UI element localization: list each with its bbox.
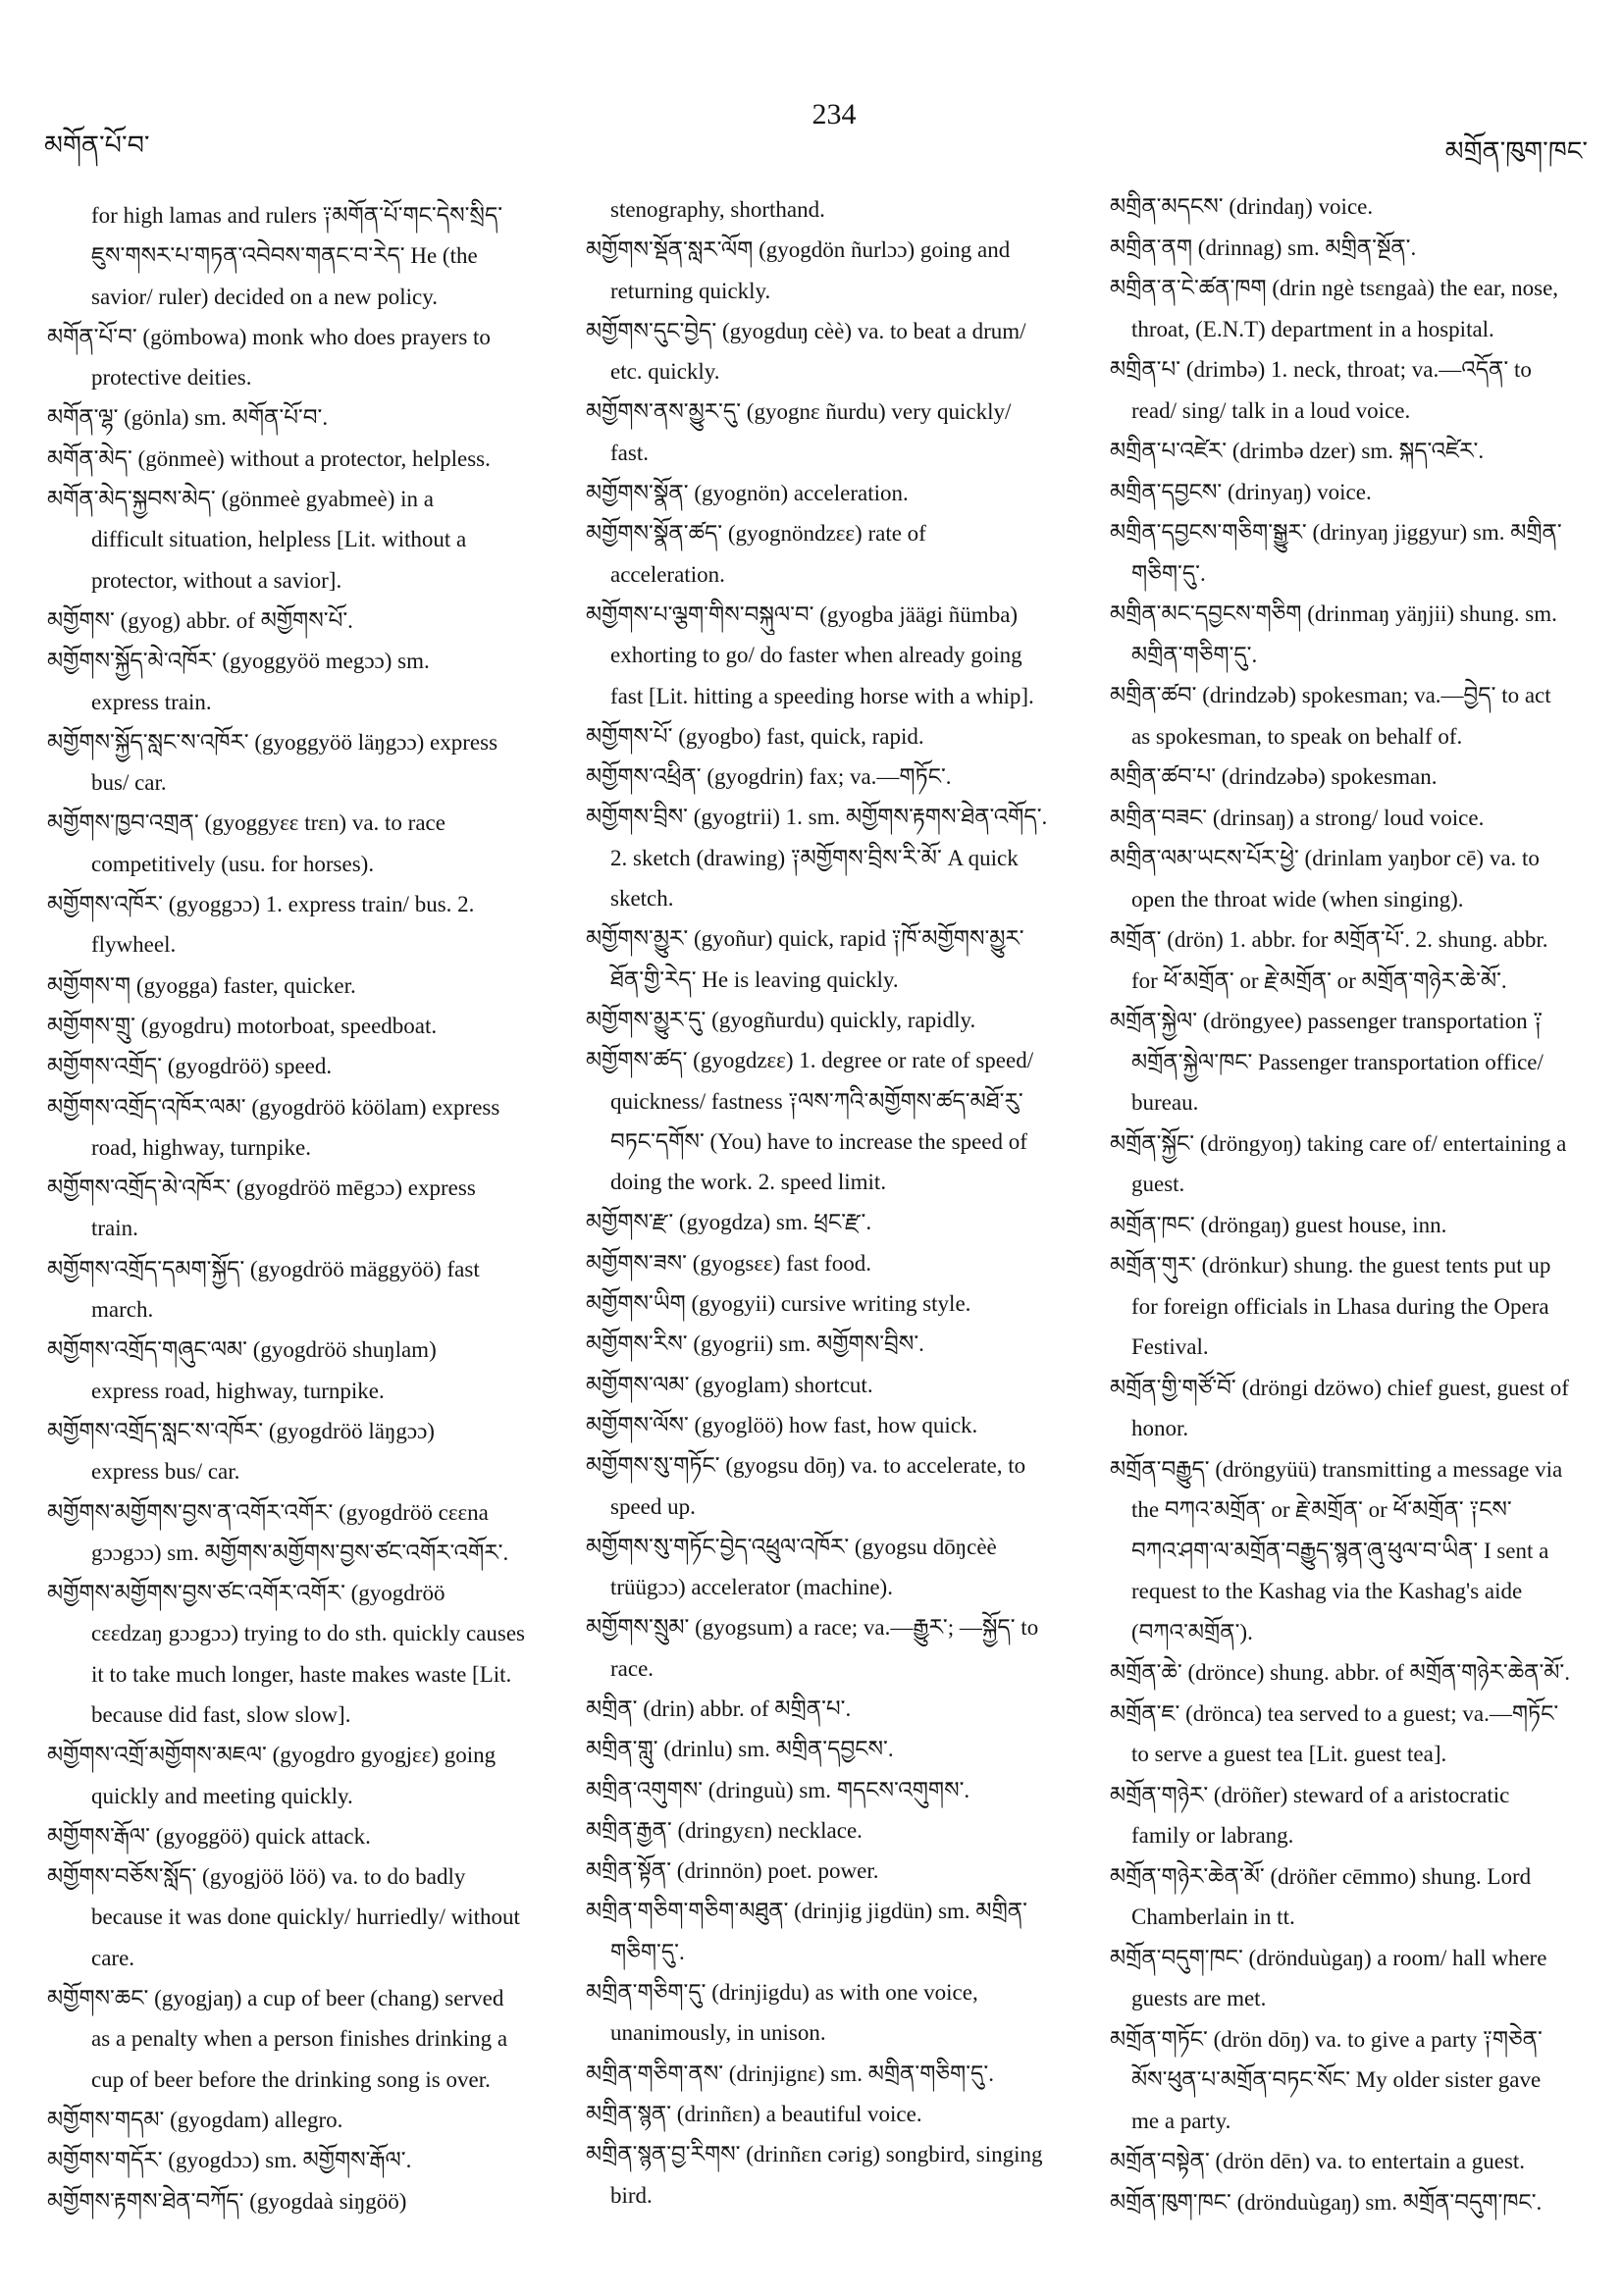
entry-headword-line: མགྱོགས་ག (gyogga) faster, quicker. [47, 972, 356, 998]
entry-headword-line: མགྲོན་གཉེར་ (dröñer) steward of a aristocratic [1110, 1782, 1510, 1807]
entry-continuation-line: Chamberlain in tt. [1131, 1905, 1295, 1929]
entry-headword-line: མགྱོགས་ལོས་ (gyoglöö) how fast, how quick. [586, 1412, 978, 1437]
entry-headword-line: མགྱོགས་པ་ལྕག་གིས་བསྐུལ་བ་ (gyogba jäägi ñümba) [586, 601, 1019, 627]
first-headword-guide: མགོན་པོ་བ་ [44, 130, 150, 160]
dictionary-entry [47, 1087, 568, 1169]
entry-headword-line: མགྱོགས་ནས་མྱུར་དུ་ (gyognε ñurdu) very quickly/ [586, 399, 1012, 425]
entry-continuation-line: protector, without a savior]. [91, 567, 342, 593]
dictionary-entry [47, 1978, 568, 2100]
entry-headword-line: མགྱོགས་ཟས་ (gyogsεε) fast food. [586, 1250, 871, 1276]
dictionary-entry [586, 595, 1069, 716]
dictionary-entry [586, 1607, 1069, 1689]
carried-over-line: stenography, shorthand. [610, 197, 825, 222]
entry-continuation-line: guest. [1131, 1172, 1185, 1196]
dictionary-entry [1110, 1368, 1597, 1449]
dictionary-entry [47, 965, 568, 1006]
entry-headword-line: མགྱོགས་ཁྱབ་འགྲན་ (gyoggyεε trεn) va. to race [47, 810, 445, 836]
entry-headword-line: མགྱོགས་རྫ་ (gyogdza) sm. ཕྲང་རྫ་. [586, 1210, 872, 1235]
entry-headword-line: མགྱོགས་འགྲོད་ (gyogdröö) speed. [47, 1054, 333, 1079]
entry-headword-line: མགྲིན་དབྱངས་ (drinyaŋ) voice. [1110, 479, 1372, 504]
entry-headword-line: མགྱོགས་ཚད་ (gyogdzεε) 1. degree or rate of speed/ [586, 1048, 1034, 1073]
entry-headword-line: མགྱོགས་ (gyog) abbr. of མགྱོགས་པོ་. [47, 607, 353, 633]
entry-headword-line: མགྱོགས་མགྱོགས་བྱས་ཙང་འགོར་འགོར་ (gyogdröö [47, 1581, 445, 1606]
entry-continuation-line: བཏང་དགོས་ (You) have to increase the speed of [610, 1128, 1027, 1154]
dictionary-entry [586, 1365, 1069, 1405]
dictionary-entry [47, 600, 568, 641]
entry-continuation-line: because did fast, slow slow]. [91, 1701, 351, 1727]
dictionary-entry [586, 311, 1069, 392]
dictionary-entry [1110, 1856, 1597, 1938]
entry-headword-line: མགྱོགས་འཕྲིན་ (gyogdrin) fax; va.—གཏོང་. [586, 764, 952, 790]
dictionary-entry [1110, 594, 1597, 675]
entry-headword-line: མགྲོན་བདུག་ཁང་ (drönduùgaŋ) a room/ hall where [1110, 1945, 1547, 1970]
entry-continuation-line: acceleration. [610, 561, 725, 587]
dictionary-entry [586, 1972, 1069, 2054]
entry-headword-line: མགྲོན་ཆེ་ (drönce) shung. abbr. of མགྲོན་གཉེར་ཆེན་མོ་. [1110, 1660, 1571, 1685]
column-middle [586, 189, 1069, 2216]
dictionary-entry [586, 1202, 1069, 1242]
entry-continuation-line: quickness/ fastness ༑ལས་ཀའི་མགྱོགས་ཚད་མཐོ་རུ་ [610, 1088, 1023, 1114]
dictionary-entry [1110, 757, 1597, 798]
dictionary-entry [47, 1735, 568, 1816]
entry-headword-line: མགྲིན་ཚབ་ (drindzəb) spokesman; va.—བྱེད་ to act [1110, 683, 1551, 707]
entry-headword-line: མགྲིན་གཅིག་གཅིག་མཐུན་ (drinjig jigdün) sm. མགྲིན་ [586, 1899, 1027, 1924]
entry-continuation-line: exhorting to go/ do faster when already going [610, 643, 1022, 668]
entry-headword-line: མགྲིན་འགུགས་ (dringuù) sm. གདངས་འགུགས་. [586, 1777, 970, 1802]
entry-headword-line: མགྱོགས་སྣོན་ (gyognön) acceleration. [586, 481, 909, 506]
entry-headword-line: མགྱོགས་རྒོལ་ (gyoggöö) quick attack. [47, 1823, 371, 1849]
dictionary-entry [1110, 1205, 1597, 1246]
entry-headword-line: མགྱོགས་སུ་གཏོང་བྱེད་འཕྲུལ་འཁོར་ (gyogsu dōŋcèè [586, 1534, 997, 1559]
dictionary-entry [47, 1856, 568, 1978]
dictionary-entry [1110, 472, 1597, 513]
entry-headword-line: མགྲིན་སྟོན་ (drinnön) poet. power. [586, 1858, 879, 1884]
entry-headword-line: མགྲོན་ཁང་ (dröngaŋ) guest house, inn. [1110, 1212, 1447, 1237]
dictionary-entry [1110, 1245, 1597, 1368]
entry-continuation-line: cup of beer before the drinking song is over. [91, 2066, 491, 2092]
entry-continuation-line: flywheel. [91, 932, 177, 958]
dictionary-entry [586, 797, 1069, 918]
dictionary-entry [586, 1527, 1069, 1608]
entry-headword-line: མགྱོགས་འགྲོ་མགྱོགས་མཇལ་ (gyogdro gyogjεε) going [47, 1743, 497, 1768]
entry-headword-line: མགྲིན་གླུ་ (drinlu) sm. མགྲིན་དབྱངས་. [586, 1737, 894, 1762]
entry-continuation-line: protective deities. [91, 365, 252, 391]
entry-headword-line: མགྱོགས་སྲུམ་ (gyogsum) a race; va.—རྒྱུར་; —སྐྱོད་ to [586, 1615, 1039, 1641]
entry-headword-line: མགྱོགས་སྐྱོད་སླང་ས་འཁོར་ (gyoggyöö läŋgɔɔ) express [47, 729, 498, 755]
entry-continuation-line: etc. quickly. [610, 359, 720, 385]
dictionary-entry [586, 757, 1069, 797]
entry-headword-line: མགྲིན་པ་འཛེར་ (drimbə dzer) sm. སྐད་འཛེར་. [1110, 439, 1485, 463]
dictionary-entry [1110, 1652, 1597, 1694]
page-number: 234 [812, 98, 857, 130]
entry-continuation-line: me a party. [1131, 2108, 1231, 2133]
entry-headword-line: མགྲིན་རྒྱན་ (dringyεn) necklace. [586, 1817, 863, 1843]
entry-headword-line: མགྱོགས་སྐྱོད་མེ་འཁོར་ (gyoggyöö megɔɔ) sm. [47, 649, 430, 674]
entry-headword-line: མགྲིན་གཅིག་དུ་ (drinjigdu) as with one voice, [586, 1980, 978, 2006]
entry-headword-line: མགོན་ལྷ་ (gönla) sm. མགོན་པོ་བ་. [47, 405, 329, 431]
entry-continuation-line: bus/ car. [91, 770, 167, 796]
entry-continuation-line: གཅིག་དུ་. [610, 1939, 685, 1964]
dictionary-entry [586, 1445, 1069, 1527]
dictionary-entry [586, 1324, 1069, 1364]
entry-headword-line: མགྱོགས་ཆང་ (gyogjaŋ) a cup of beer (chang) served [47, 1986, 504, 2011]
entry-headword-line: མགྱོགས་ལམ་ (gyoglam) shortcut. [586, 1372, 873, 1397]
dictionary-entry [1110, 675, 1597, 757]
dictionary-entry [586, 918, 1069, 1000]
dictionary-entry [47, 2181, 568, 2221]
entry-headword-line: མགྲོན་སྐྱེལ་ (dröngyee) passenger transportation ༑ [1110, 1009, 1544, 1033]
entry-headword-line: མགྱོགས་གྲུ་ (gyogdru) motorboat, speedboat. [47, 1013, 438, 1038]
entry-continuation-line: express train. [91, 689, 212, 714]
entry-headword-line: མགྱོགས་རིས་ (gyogrii) sm. མགྱོགས་བྲིས་. [586, 1331, 924, 1357]
entry-headword-line: མགྱོགས་ཡིག (gyogyii) cursive writing style. [586, 1291, 971, 1317]
entry-continuation-line: to serve a guest tea [Lit. guest tea]. [1131, 1742, 1447, 1766]
entry-continuation-line: guests are met. [1131, 1986, 1267, 2010]
dictionary-entry [47, 439, 568, 479]
dictionary-entry [47, 722, 568, 804]
entry-continuation-line: honor. [1131, 1416, 1189, 1440]
entry-headword-line: མགྱོགས་མགྱོགས་བྱས་ན་འགོར་འགོར་ (gyogdröö cεεna [47, 1499, 489, 1525]
dictionary-entry [1110, 431, 1597, 472]
entry-headword-line: མགྲོན་ (drön) 1. abbr. for མགྲོན་པོ་. 2. shung. abbr. [1110, 927, 1548, 952]
entry-continuation-line: trüügɔɔ) accelerator (machine). [610, 1575, 893, 1600]
dictionary-entry [47, 1492, 568, 1574]
entry-continuation-line: བཀའ་ཤག་ལ་མགྲོན་བརྒྱུད་སྙན་ཞུ་ཕུལ་བ་ཡིན་ I sent a [1131, 1538, 1549, 1563]
entry-headword-line: མགྱོགས་བཅོས་སློད་ (gyogjöö löö) va. to do badly [47, 1864, 466, 1890]
entry-continuation-line: family or labrang. [1131, 1823, 1294, 1848]
entry-headword-line: མགྲོན་བསྟེན་ (drön dēn) va. to entertain a guest. [1110, 2149, 1526, 2173]
entry-continuation-line: open the throat wide (when singing). [1131, 886, 1464, 912]
entry-headword-line: མགྱོགས་འགྲོད་སླང་ས་འཁོར་ (gyogdröö läŋgɔɔ) [47, 1418, 435, 1443]
dictionary-entry [47, 1006, 568, 1046]
entry-continuation-line: as spokesman, to speak on behalf of. [1131, 723, 1463, 749]
dictionary-entry [586, 391, 1069, 473]
entry-headword-line: མགྱོགས་འགྲོད་གཞུང་ལམ་ (gyogdröö shuŋlam) [47, 1337, 437, 1363]
dictionary-entry [47, 2140, 568, 2180]
entry-headword-line: མགྲིན་མང་དབྱངས་གཅིག (drinmaŋ yäŋjii) shung. sm. [1110, 601, 1557, 626]
dictionary-entry [586, 716, 1069, 757]
dictionary-entry [47, 803, 568, 884]
entry-headword-line: མགྱོགས་རྟགས་ཐེན་བཀོད་ (gyogdaà siŋgöö) [47, 2188, 407, 2214]
entry-continuation-line: returning quickly. [610, 278, 771, 303]
entry-continuation-line: གཅིག་དུ་. [1131, 560, 1206, 586]
carried-over-line: ཇུས་གསར་པ་གཏན་འབེབས་གནང་བ་རེད་ He (the [91, 243, 478, 269]
dictionary-entry [586, 2054, 1069, 2094]
entry-headword-line: མགྱོགས་འགྲོད་འཁོར་ལམ་ (gyogdröö köölam) express [47, 1094, 500, 1120]
dictionary-entry [47, 641, 568, 722]
entry-continuation-line: throat, (E.N.T) department in a hospital. [1131, 316, 1494, 341]
entry-headword-line: མགྲོན་ཇ་ (drönca) tea served to a guest; va.—གཏོང་ [1110, 1700, 1559, 1726]
dictionary-entry [47, 317, 568, 398]
entry-continuation-line: the བཀའ་མགྲོན་ or རྗེ་མགྲོན་ or ཕོ་མགྲོན་ ༑ངས་ [1131, 1497, 1512, 1522]
entry-headword-line: མགྲིན་བཟང་ (drinsaŋ) a strong/ loud voice. [1110, 805, 1485, 830]
dictionary-entry [1110, 186, 1597, 228]
dictionary-entry [1110, 2019, 1597, 2142]
entry-headword-line: མགྲིན་དབྱངས་གཅིག་སྒྱུར་ (drinyaŋ jiggyur) sm. མགྲིན་ [1110, 520, 1562, 545]
entry-continuation-line: care. [91, 1945, 135, 1970]
entry-headword-line: མགྲོན་གཏོང་ (drön dōŋ) va. to give a party ༑གཅེན་ [1110, 2026, 1543, 2052]
dictionary-entry [586, 1283, 1069, 1324]
carried-over-line: savior/ ruler) decided on a new policy. [91, 284, 438, 309]
entry-continuation-line: train. [91, 1216, 138, 1241]
dictionary-entry [1110, 1449, 1597, 1653]
entry-continuation-line: express road, highway, turnpike. [91, 1378, 385, 1403]
dictionary-entry [586, 1770, 1069, 1810]
entry-headword-line: མགྲིན་པ་ (drimbə) 1. neck, throat; va.—འདོན་ to [1110, 357, 1532, 382]
dictionary-entry [586, 1729, 1069, 1769]
entry-continuation-line: མོས་ཕུན་པ་མགྲོན་བཏང་སོང་ My older sister gave [1131, 2067, 1542, 2092]
entry-continuation-line: race. [610, 1655, 654, 1681]
entry-continuation-line: gɔɔgɔɔ) sm. མགྱོགས་མགྱོགས་བྱས་ཙང་འགོར་འགོར་. [91, 1539, 509, 1565]
dictionary-entry [47, 397, 568, 438]
dictionary-entry [47, 1046, 568, 1086]
dictionary-entry [586, 1810, 1069, 1851]
dictionary-entry [1110, 512, 1597, 594]
entry-continuation-line: unanimously, in unison. [610, 2020, 826, 2046]
entry-headword-line: མགྲིན་སྙན་ (drinñεn) a beautiful voice. [586, 2101, 922, 2126]
entry-continuation-line: quickly and meeting quickly. [91, 1783, 353, 1808]
entry-continuation-line: as a penalty when a person finishes drinking a [91, 2026, 508, 2052]
dictionary-entry [586, 1689, 1069, 1729]
entry-continuation-line: for ཕོ་མགྲོན་ or རྗེ་མགྲོན་ or མགྲོན་གཉེར་ཆེ་མོ་. [1131, 967, 1507, 993]
entry-headword-line: མགྱོགས་དུང་བྱེད་ (gyogduŋ cèè) va. to beat a drum/ [586, 318, 1026, 343]
dictionary-entry [1110, 1123, 1597, 1205]
entry-headword-line: མགྱོགས་མྱུར་ (gyoñur) quick, rapid ༑ཁོ་མགྱོགས་མྱུར་ [586, 926, 1024, 952]
dictionary-entry [1110, 1938, 1597, 2019]
dictionary-entry [1110, 798, 1597, 839]
entry-headword-line: མགྲིན་ནག (drinnag) sm. མགྲིན་སྔོན་. [1110, 235, 1417, 260]
entry-headword-line: མགྲོན་སྐྱོང་ (dröngyoŋ) taking care of/ entertaining a [1110, 1130, 1567, 1156]
carried-over-line: for high lamas and rulers ༑མགོན་པོ་གང་དེས་སྲིད་ [91, 203, 503, 228]
dictionary-entry [47, 884, 568, 965]
entry-continuation-line: Festival. [1131, 1334, 1209, 1359]
entry-continuation-line: fast. [610, 440, 649, 465]
entry-continuation-line: fast [Lit. hitting a speeding horse with a whip]. [610, 683, 1034, 708]
entry-headword-line: མགྱོགས་མྱུར་དུ་ (gyogñurdu) quickly, rapidly. [586, 1007, 976, 1032]
entry-headword-line: མགྱོགས་སྣོན་ཚད་ (gyognöndzεε) rate of [586, 521, 926, 547]
entry-headword-line: མགྱོགས་སྡོན་སླར་ལོག (gyogdön ñurlɔɔ) going and [586, 237, 1011, 263]
entry-headword-line: མགོན་པོ་བ་ (gömbowa) monk who does prayers to [47, 324, 491, 349]
last-headword-guide: མགྲོན་ཁུག་ཁང་ [1444, 136, 1588, 166]
entry-headword-line: མགྲོན་ཁུག་ཁང་ (drönduùgaŋ) sm. མགྲོན་བདུག་ཁང་. [1110, 2189, 1543, 2215]
entry-continuation-line: request to the Kashag via the Kashag's aide [1131, 1579, 1523, 1603]
dictionary-entry [47, 1249, 568, 1331]
entry-continuation-line: bird. [610, 2182, 653, 2208]
dictionary-entry [1110, 2182, 1597, 2223]
entry-continuation-line: read/ sing/ talk in a loud voice. [1131, 397, 1411, 423]
entry-continuation-line: express bus/ car. [91, 1459, 240, 1485]
entry-headword-line: མགྲིན་གཅིག་ནས་ (drinjignε) sm. མགྲིན་གཅིག་དུ་. [586, 2061, 994, 2086]
dictionary-entry [586, 2094, 1069, 2134]
dictionary-entry [1110, 2141, 1597, 2182]
entry-headword-line: མགྲིན་ (drin) abbr. of མགྲིན་པ་. [586, 1696, 852, 1721]
entry-continuation-line: difficult situation, helpless [Lit. without a [91, 527, 467, 552]
dictionary-entry [47, 1168, 568, 1249]
entry-headword-line: མགྱོགས་གདམ་ (gyogdam) allegro. [47, 2107, 343, 2132]
entry-headword-line: མགོན་མེད་སྐྱབས་མེད་ (gönmeè gyabmeè) in a [47, 487, 434, 512]
dictionary-entry [47, 2100, 568, 2140]
dictionary-entry [586, 230, 1069, 311]
entry-headword-line: མགྲིན་ལམ་ཡངས་པོར་ཕྱེ་ (drinlam yaŋbor cē) va. to [1110, 846, 1540, 870]
dictionary-entry [1110, 268, 1597, 349]
entry-continuation-line: (བཀའ་མགྲོན་). [1131, 1619, 1253, 1644]
entry-continuation-line: because it was done quickly/ hurriedly/ without [91, 1905, 520, 1930]
dictionary-entry [47, 1816, 568, 1856]
entry-continuation-line: for foreign officials in Lhasa during the Opera [1131, 1293, 1549, 1319]
entry-continuation-line: མགྲིན་གཅིག་དུ་. [1131, 642, 1258, 667]
entry-headword-line: མགྱོགས་འགྲོད་མེ་འཁོར་ (gyogdröö mēgɔɔ) express [47, 1175, 476, 1201]
dictionary-entry [1110, 919, 1597, 1001]
entry-headword-line: མགྲོན་བརྒྱུད་ (dröngyüü) transmitting a message via [1110, 1456, 1563, 1482]
entry-continuation-line: cεεdzaŋ gɔɔgɔɔ) trying to do sth. quickly causes [91, 1621, 525, 1646]
entry-continuation-line: doing the work. 2. speed limit. [610, 1170, 887, 1195]
dictionary-entry [586, 1243, 1069, 1283]
entry-headword-line: མགྱོགས་གདོར་ (gyogdɔɔ) sm. མགྱོགས་རྒོལ་. [47, 2148, 412, 2173]
entry-continuation-line: it to take much longer, haste makes waste [Lit. [91, 1661, 512, 1687]
entry-headword-line: མགྱོགས་འཁོར་ (gyoggɔɔ) 1. express train/ bus. 2. [47, 892, 475, 917]
dictionary-entry [1110, 228, 1597, 269]
dictionary-entry [586, 1851, 1069, 1891]
entry-continuation-line: ཐོན་གྱི་རེད་ He is leaving quickly. [610, 966, 899, 992]
entry-headword-line: མགྱོགས་སུ་གཏོང་ (gyogsu dōŋ) va. to accelerate, to [586, 1453, 1026, 1479]
dictionary-entry [586, 1000, 1069, 1040]
column-left [47, 195, 568, 2221]
entry-headword-line: མགྲོན་གྱི་གཙོ་བོ་ (dröngi dzöwo) chief guest, guest of [1110, 1375, 1569, 1400]
dictionary-entry [1110, 1001, 1597, 1123]
entry-headword-line: མགྱོགས་བྲིས་ (gyogtrii) 1. sm. མགྱོགས་རྟགས་ཐེན་འགོད་. [586, 805, 1048, 830]
entry-continuation-line: sketch. [610, 886, 674, 912]
dictionary-entry [586, 2134, 1069, 2216]
entry-headword-line: མགྲིན་སྙན་བྱ་རིགས་ (drinñεn cərig) songbird, singing [586, 2142, 1043, 2167]
entry-headword-line: མགོན་མེད་ (gönmeè) without a protector, helpless. [47, 445, 491, 471]
column-right [1110, 186, 1597, 2222]
dictionary-entry [47, 1330, 568, 1411]
entry-continuation-line: speed up. [610, 1493, 696, 1519]
entry-continuation-line: competitively (usu. for horses). [91, 851, 375, 876]
entry-headword-line: མགྲིན་ན་ངེ་ཚན་ཁག (drin ngè tsεngaà) the ear, nose, [1110, 276, 1559, 300]
entry-headword-line: མགྲོན་གཉེར་ཆེན་མོ་ (dröñer cēmmo) shung. Lord [1110, 1863, 1532, 1889]
dictionary-entry [1110, 1694, 1597, 1775]
entry-continuation-line: 2. sketch (drawing) ༑མགྱོགས་བྲིས་རི་མོ་ A quick [610, 845, 1019, 870]
dictionary-entry [47, 479, 568, 600]
dictionary-entry [586, 1405, 1069, 1445]
entry-headword-line: མགྲིན་ཚབ་པ་ (drindzəbə) spokesman. [1110, 764, 1438, 789]
entry-continuation-line: bureau. [1131, 1090, 1199, 1115]
dictionary-entry [586, 1040, 1069, 1202]
dictionary-entry [47, 1573, 568, 1735]
dictionary-entry [1110, 838, 1597, 919]
entry-headword-line: མགྲོན་གུར་ (drönkur) shung. the guest tents put up [1110, 1253, 1551, 1278]
entry-continuation-line: མགྲོན་སྐྱེལ་ཁང་ Passenger transportation office/ [1131, 1049, 1544, 1074]
entry-headword-line: མགྲིན་མདངས་ (drindaŋ) voice. [1110, 194, 1374, 219]
dictionary-entry [586, 513, 1069, 595]
entry-headword-line: མགྱོགས་འགྲོད་དམག་སྐྱོད་ (gyogdröö mäggyöö) fast [47, 1256, 480, 1281]
dictionary-entry [586, 473, 1069, 513]
entry-headword-line: མགྱོགས་པོ་ (gyogbo) fast, quick, rapid. [586, 723, 924, 749]
dictionary-entry [586, 1891, 1069, 1972]
dictionary-entry [1110, 1775, 1597, 1856]
dictionary-entry [47, 1411, 568, 1492]
dictionary-entry [1110, 349, 1597, 431]
entry-continuation-line: road, highway, turnpike. [91, 1134, 311, 1160]
entry-continuation-line: march. [91, 1297, 154, 1323]
